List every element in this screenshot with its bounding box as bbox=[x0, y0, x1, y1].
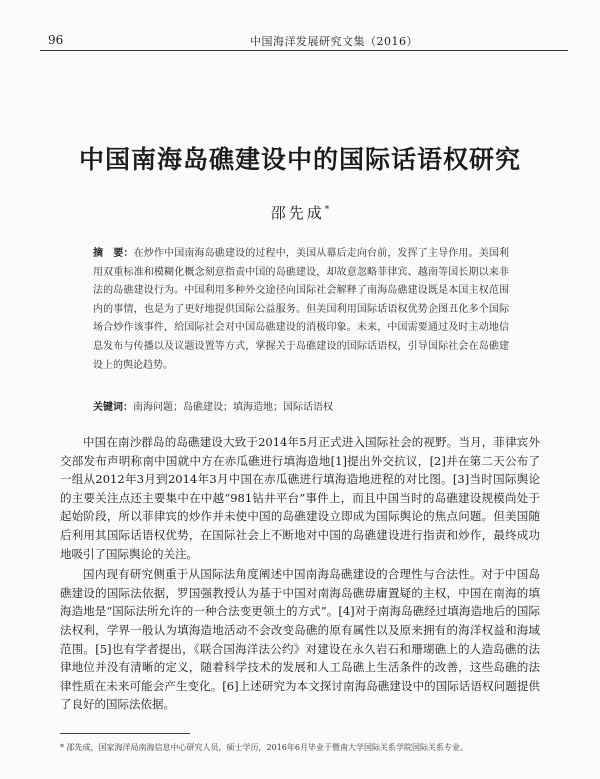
body-paragraph: 中国在南沙群岛的岛礁建设大致于2014年5月正式进入国际社会的视野。当月，菲律宾外交部发布声明称南中国就中方在赤瓜礁进行填海造地[1]提出外交抗议，[2]并在第二天公布了一组从2012年3月到2014年3月中国在赤瓜礁进行填海造地进程的对比图。[3]当时国际舆论的主要关注点还主要集中在中越“981钻井平台”事件上，而且中国当时的岛礁建设规模尚处于起始阶段，所以菲律宾的炒作并未使中国的岛礁建设立即成为国际舆论的焦点问题。但美国随后利用其国际话语权优势，在国际社会上不断地对中国的岛礁建设进行指责和炒作，最终成功地吸引了国际舆论的关注。 bbox=[60, 435, 540, 561]
article-title: 中国南海岛礁建设中的国际话语权研究 bbox=[78, 145, 521, 174]
journal-title: 中国海洋发展研究文集（2016） bbox=[250, 35, 418, 48]
abstract-text: 在炒作中国南海岛礁建设的过程中，美国从幕后走向台前，发挥了主导作用。美国利用双重标准和模糊化概念刻意指责中国的岛礁建设，却故意忽略菲律宾、越南等国长期以来非法的岛礁建设行为。中国利用多种外交途径向国际社会解释了南海岛礁建设既是本国主权范围内的事情，也是为了更好地提供国际公益服务。但美国利用国际话语权优势企图丑化多个国际场合炒作该事件，给国际社会对中国岛礁建设的消极印象。未来，中国需要通过及时主动地信息发布与传播以及议题设置等方式，掌握关于岛礁建设的国际话语权，引导国际社会在岛礁建设上的舆论趋势。 bbox=[93, 248, 510, 371]
author bbox=[0, 202, 600, 223]
footnote-rule bbox=[60, 733, 190, 734]
page-number: 96 bbox=[48, 33, 64, 47]
body-paragraph: 国内现有研究侧重于从国际法角度阐述中国南海岛礁建设的合理性与合法性。对于中国岛礁建设的国际法依据，罗国强教授认为基于中国对南海岛礁毋庸置疑的主权，中国在南海的填海造地是“国际法所允许的一种合法变更领土的方式”。[4]对于南海岛礁经过填海造地后的国际法权利，学界一般认为填海造地活动不会改变岛礁的原有属性以及原来拥有的海洋权益和海域范围。[5]也有学者提出，《联合国海洋法公约》对建设在永久岩石和珊瑚礁上的人造岛礁的法律地位并没有清晰的定义，随着科学技术的发展和人工岛礁上生活条件的改善，这些岛礁的法律性质在未来可能会产生变化。[6]上述研究为本文探讨南海岛礁建设中的国际话语权问题提供了良好的国际法依据。 bbox=[60, 567, 540, 712]
footnote: * 邵先成，国家海洋局南海信息中心研究人员，硕士学历，2016年6月毕业于暨南大学国际关系学院国际关系专业。 bbox=[60, 743, 468, 752]
author-footnote-mark: * bbox=[324, 205, 330, 215]
keywords-label: 关键词： bbox=[93, 402, 133, 413]
keywords-text: 南海问题；岛礁建设；填海造地；国际话语权 bbox=[133, 402, 333, 413]
author-name: 邵先成 bbox=[270, 204, 325, 222]
abstract bbox=[93, 245, 509, 375]
header-rule bbox=[40, 50, 568, 51]
abstract-label: 摘 要： bbox=[93, 248, 134, 259]
body-text bbox=[60, 433, 540, 716]
keywords bbox=[93, 400, 509, 416]
page-header bbox=[40, 33, 568, 51]
